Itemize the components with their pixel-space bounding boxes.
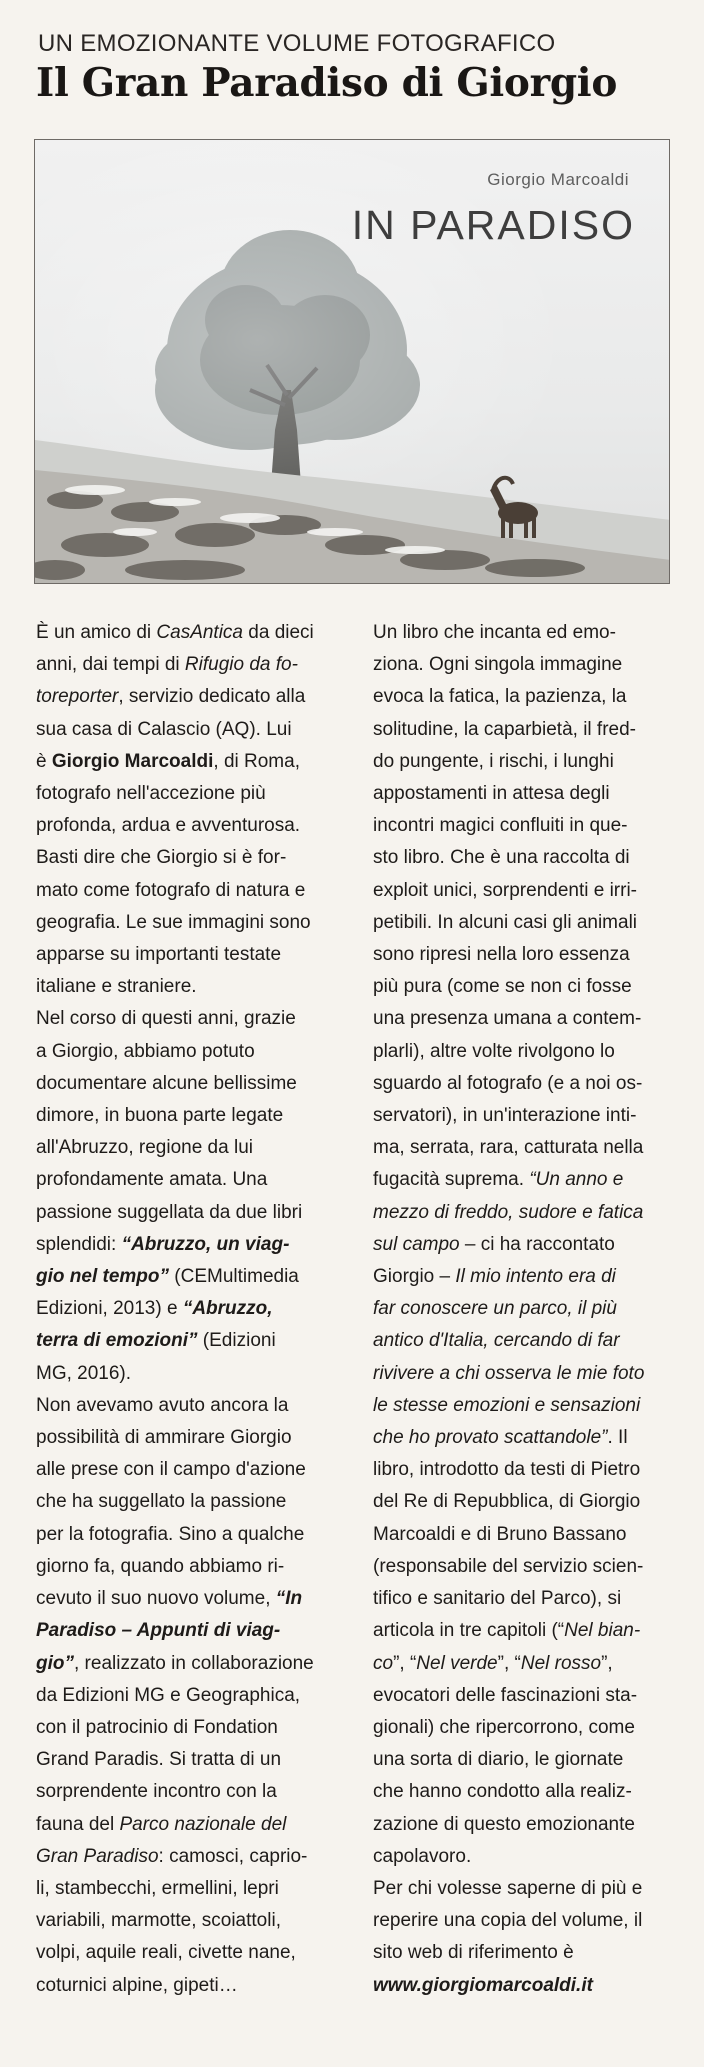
article-column-right	[373, 617, 679, 2002]
text-segment: con il patrocinio di Fondation	[36, 1716, 278, 1738]
text-segment: rivivere a chi osserva le mie foto	[373, 1362, 645, 1384]
text-segment: Rifugio da fo-	[184, 654, 298, 676]
text-line	[373, 1615, 679, 1647]
text-segment: una presenza umana a contem-	[373, 1008, 642, 1030]
text-line	[373, 907, 679, 939]
text-segment: solitudine, la caparbietà, il fred-	[373, 718, 636, 740]
text-line	[373, 1358, 679, 1390]
text-segment: gio”	[36, 1652, 74, 1674]
text-line	[36, 681, 340, 713]
text-segment: capolavoro.	[373, 1845, 472, 1867]
text-line	[373, 1036, 679, 1068]
text-segment: – ci ha raccontato	[459, 1233, 615, 1255]
text-segment: evocatori delle fascinazioni sta-	[373, 1684, 638, 1706]
text-line	[373, 1873, 679, 1905]
book-cover-photo	[34, 139, 670, 584]
text-line	[36, 1132, 340, 1164]
text-line	[36, 1164, 340, 1196]
text-line	[36, 907, 340, 939]
text-segment: alle prese con il campo d'azione	[36, 1459, 306, 1481]
text-segment: Un libro che incanta ed emo-	[373, 622, 616, 643]
text-segment: Basti dire che Giorgio si è for-	[36, 847, 287, 869]
text-line	[373, 1229, 679, 1261]
text-line	[373, 1744, 679, 1776]
text-line	[36, 1970, 340, 2002]
text-line	[373, 1937, 679, 1969]
cover-author: Giorgio Marcoaldi	[487, 170, 629, 189]
text-segment: (Edizioni	[197, 1330, 276, 1352]
text-line	[373, 1132, 679, 1164]
text-line	[36, 1937, 340, 1969]
text-line	[36, 1325, 340, 1357]
text-segment: giorno fa, quando abbiamo ri-	[36, 1555, 285, 1577]
text-segment: per la fotografia. Sino a qualche	[36, 1523, 305, 1545]
article-column-left	[36, 617, 340, 2002]
text-line	[36, 714, 340, 746]
text-segment: Nel rosso	[520, 1652, 602, 1674]
text-segment: Nel corso di questi anni, grazie	[36, 1008, 296, 1030]
text-segment: dimore, in buona parte legate	[36, 1105, 284, 1127]
text-line	[36, 971, 340, 1003]
text-line	[36, 1841, 340, 1873]
text-segment: Per chi volesse saperne di più e	[373, 1877, 643, 1899]
text-segment: fotografo nell'accezione più	[36, 783, 266, 805]
text-segment: all'Abruzzo, regione da lui	[36, 1137, 253, 1159]
text-segment: exploit unici, sorprendenti e irri-	[373, 879, 638, 901]
text-segment: Parco nazionale del	[119, 1813, 287, 1835]
text-segment: volpi, aquile reali, civette nane,	[36, 1942, 296, 1964]
text-line	[36, 1100, 340, 1132]
text-line	[373, 1551, 679, 1583]
text-segment: incontri magici confluiti in que-	[373, 815, 628, 837]
text-line	[36, 1422, 340, 1454]
text-segment: ”,	[601, 1652, 613, 1674]
text-line	[373, 1197, 679, 1229]
text-line	[36, 778, 340, 810]
text-line	[373, 1390, 679, 1422]
text-line	[373, 1583, 679, 1615]
text-segment: sguardo al fotografo (e a noi os-	[373, 1072, 643, 1094]
text-line	[36, 1036, 340, 1068]
text-line	[373, 1905, 679, 1937]
text-line	[36, 1712, 340, 1744]
text-segment: “Abruzzo, un viag-	[121, 1233, 290, 1255]
text-segment: Gran Paradiso	[36, 1845, 159, 1867]
text-segment: Nel bian-	[564, 1620, 641, 1642]
article-kicker: UN EMOZIONANTE VOLUME FOTOGRAFICO	[38, 30, 556, 57]
article-headline: Il Gran Paradiso di Giorgio	[36, 60, 618, 106]
text-segment: anni, dai tempi di	[36, 654, 185, 676]
text-segment: profonda, ardua e avventurosa.	[36, 815, 301, 837]
text-segment: apparse su importanti testate	[36, 944, 282, 966]
text-segment: appostamenti in attesa degli	[373, 783, 610, 805]
text-segment: Giorgio –	[373, 1266, 456, 1288]
text-segment: do pungente, i rischi, i lunghi	[373, 750, 614, 772]
text-line	[373, 1100, 679, 1132]
text-line	[373, 1841, 679, 1873]
text-segment: sito web di riferimento è	[373, 1942, 574, 1964]
text-segment: profondamente amata. Una	[36, 1169, 268, 1191]
text-segment: una sorta di diario, le giornate	[373, 1749, 624, 1771]
text-segment: libro, introdotto da testi di Pietro	[373, 1459, 641, 1481]
text-segment: toreporter	[36, 686, 119, 708]
text-line	[373, 617, 679, 649]
text-segment: Edizioni, 2013) e	[36, 1298, 183, 1320]
text-line	[36, 1744, 340, 1776]
text-segment: mato come fotografo di natura e	[36, 879, 306, 901]
text-segment: (responsabile del servizio scien-	[373, 1555, 644, 1577]
text-line	[36, 1197, 340, 1229]
text-line	[373, 1164, 679, 1196]
text-segment: tifico e sanitario del Parco), si	[373, 1588, 622, 1610]
text-segment: è	[36, 750, 52, 772]
text-segment: , servizio dedicato alla	[118, 686, 306, 708]
text-segment: servatori), in un'interazione inti-	[373, 1105, 637, 1127]
text-line	[36, 649, 340, 681]
text-line	[36, 1551, 340, 1583]
text-line	[36, 842, 340, 874]
text-line	[373, 1422, 679, 1454]
text-line	[373, 939, 679, 971]
text-segment: gio nel tempo”	[36, 1266, 169, 1288]
text-line	[373, 842, 679, 874]
text-segment: zazione di questo emozionante	[373, 1813, 635, 1835]
text-segment: evoca la fatica, la pazienza, la	[373, 686, 627, 708]
text-line	[373, 714, 679, 746]
text-line	[373, 1680, 679, 1712]
text-line	[373, 649, 679, 681]
text-line	[373, 1003, 679, 1035]
text-segment: italiane e straniere.	[36, 976, 197, 998]
text-segment: del Re di Repubblica, di Giorgio	[373, 1491, 641, 1513]
text-line	[36, 1519, 340, 1551]
text-segment: che hanno condotto alla realiz-	[373, 1781, 632, 1803]
text-segment: Paradiso – Appunti di viag-	[36, 1620, 281, 1642]
text-segment: sono ripresi nella loro essenza	[373, 944, 630, 966]
text-line	[36, 1068, 340, 1100]
text-segment: possibilità di ammirare Giorgio	[36, 1427, 292, 1449]
text-line	[373, 1261, 679, 1293]
text-segment: ma, serrata, rara, catturata nella	[373, 1137, 644, 1159]
text-segment: gionali) che ripercorrono, come	[373, 1716, 635, 1738]
text-line	[36, 1486, 340, 1518]
text-line	[373, 1293, 679, 1325]
text-segment: Il mio intento era di	[455, 1266, 616, 1288]
text-line	[36, 1454, 340, 1486]
text-line	[36, 1680, 340, 1712]
text-line	[36, 617, 340, 649]
text-segment: Marcoaldi e di Bruno Bassano	[373, 1523, 627, 1545]
text-line	[373, 875, 679, 907]
text-line	[373, 1486, 679, 1518]
text-segment: www.giorgiomarcoaldi.it	[373, 1974, 593, 1996]
text-line	[36, 1905, 340, 1937]
text-segment: , realizzato in collaborazione	[74, 1652, 314, 1674]
text-line	[36, 810, 340, 842]
text-segment: geografia. Le sue immagini sono	[36, 911, 311, 933]
text-segment: antico d'Italia, cercando di far	[373, 1330, 620, 1352]
text-line	[36, 875, 340, 907]
cover-title: IN PARADISO	[351, 202, 635, 248]
text-segment: : camosci, caprio-	[158, 1845, 308, 1867]
text-segment: È un amico di	[36, 622, 157, 643]
text-line	[373, 1325, 679, 1357]
text-segment: MG, 2016).	[36, 1362, 132, 1384]
text-line	[373, 778, 679, 810]
text-segment: a Giorgio, abbiamo potuto	[36, 1040, 255, 1062]
text-line	[373, 971, 679, 1003]
text-segment: sto libro. Che è una raccolta di	[373, 847, 630, 869]
text-line	[373, 746, 679, 778]
text-segment: (CEMultimedia	[169, 1266, 299, 1288]
text-segment: Giorgio Marcoaldi	[51, 750, 214, 772]
text-segment: sul campo	[373, 1233, 460, 1255]
text-segment: cevuto il suo nuovo volume,	[36, 1588, 276, 1610]
text-segment: Grand Paradis. Si tratta di un	[36, 1749, 282, 1771]
text-line	[36, 1293, 340, 1325]
text-segment: ”, “	[393, 1652, 417, 1674]
text-segment: . Il	[607, 1427, 628, 1449]
text-line	[373, 1454, 679, 1486]
text-segment: far conoscere un parco, il più	[373, 1298, 617, 1320]
text-segment: fugacità suprema.	[373, 1169, 530, 1191]
text-segment: le stesse emozioni e sensazioni	[373, 1394, 641, 1416]
text-line	[373, 1776, 679, 1808]
text-segment: mezzo di freddo, sudore e fatica	[373, 1201, 644, 1223]
text-segment: che ho provato scattandole”	[373, 1427, 608, 1449]
text-segment: sorprendente incontro con la	[36, 1781, 277, 1803]
text-line	[36, 1390, 340, 1422]
text-line	[36, 1776, 340, 1808]
text-segment: ziona. Ogni singola immagine	[373, 654, 623, 676]
text-line	[36, 746, 340, 778]
text-segment: sua casa di Calascio (AQ). Lui	[36, 718, 292, 740]
text-segment: documentare alcune bellissime	[36, 1072, 297, 1094]
text-segment: li, stambecchi, ermellini, lepri	[36, 1877, 279, 1899]
text-line	[36, 1809, 340, 1841]
text-line	[373, 1648, 679, 1680]
text-line	[373, 1809, 679, 1841]
text-segment: “Un anno e	[529, 1169, 624, 1191]
text-segment: passione suggellata da due libri	[36, 1201, 303, 1223]
text-line	[36, 1261, 340, 1293]
text-line	[373, 1068, 679, 1100]
text-segment: co	[373, 1652, 394, 1674]
text-line	[36, 1229, 340, 1261]
text-line	[373, 1519, 679, 1551]
text-segment: variabili, marmotte, scoiattoli,	[36, 1910, 281, 1932]
text-segment: , di Roma,	[213, 750, 300, 772]
text-segment: che ha suggellato la passione	[36, 1491, 287, 1513]
text-line	[36, 1583, 340, 1615]
text-segment: “Abruzzo,	[182, 1298, 273, 1320]
text-segment: “In	[275, 1588, 303, 1610]
text-segment: da Edizioni MG e Geographica,	[36, 1684, 301, 1706]
text-line	[373, 810, 679, 842]
text-line	[373, 681, 679, 713]
text-line	[36, 1873, 340, 1905]
text-line	[36, 1003, 340, 1035]
text-segment: CasAntica	[156, 622, 244, 643]
text-line	[373, 1970, 679, 2002]
text-line	[36, 939, 340, 971]
text-segment: più pura (come se non ci fosse	[373, 976, 632, 998]
text-segment: splendidi:	[36, 1233, 122, 1255]
text-segment: coturnici alpine, gipeti…	[36, 1974, 238, 1996]
text-line	[36, 1648, 340, 1680]
text-segment: fauna del	[36, 1813, 120, 1835]
text-line	[36, 1358, 340, 1390]
text-segment: ”, “	[497, 1652, 521, 1674]
text-line	[373, 1712, 679, 1744]
text-segment: Non avevamo avuto ancora la	[36, 1394, 289, 1416]
text-segment: petibili. In alcuni casi gli animali	[373, 911, 638, 933]
text-segment: Nel verde	[416, 1652, 498, 1674]
text-line	[36, 1615, 340, 1647]
text-segment: da dieci	[243, 622, 314, 643]
text-segment: plarli), altre volte rivolgono lo	[373, 1040, 615, 1062]
text-segment: reperire una copia del volume, il	[373, 1910, 643, 1932]
text-segment: terra di emozioni”	[36, 1330, 198, 1352]
text-segment: articola in tre capitoli (“	[373, 1620, 565, 1642]
